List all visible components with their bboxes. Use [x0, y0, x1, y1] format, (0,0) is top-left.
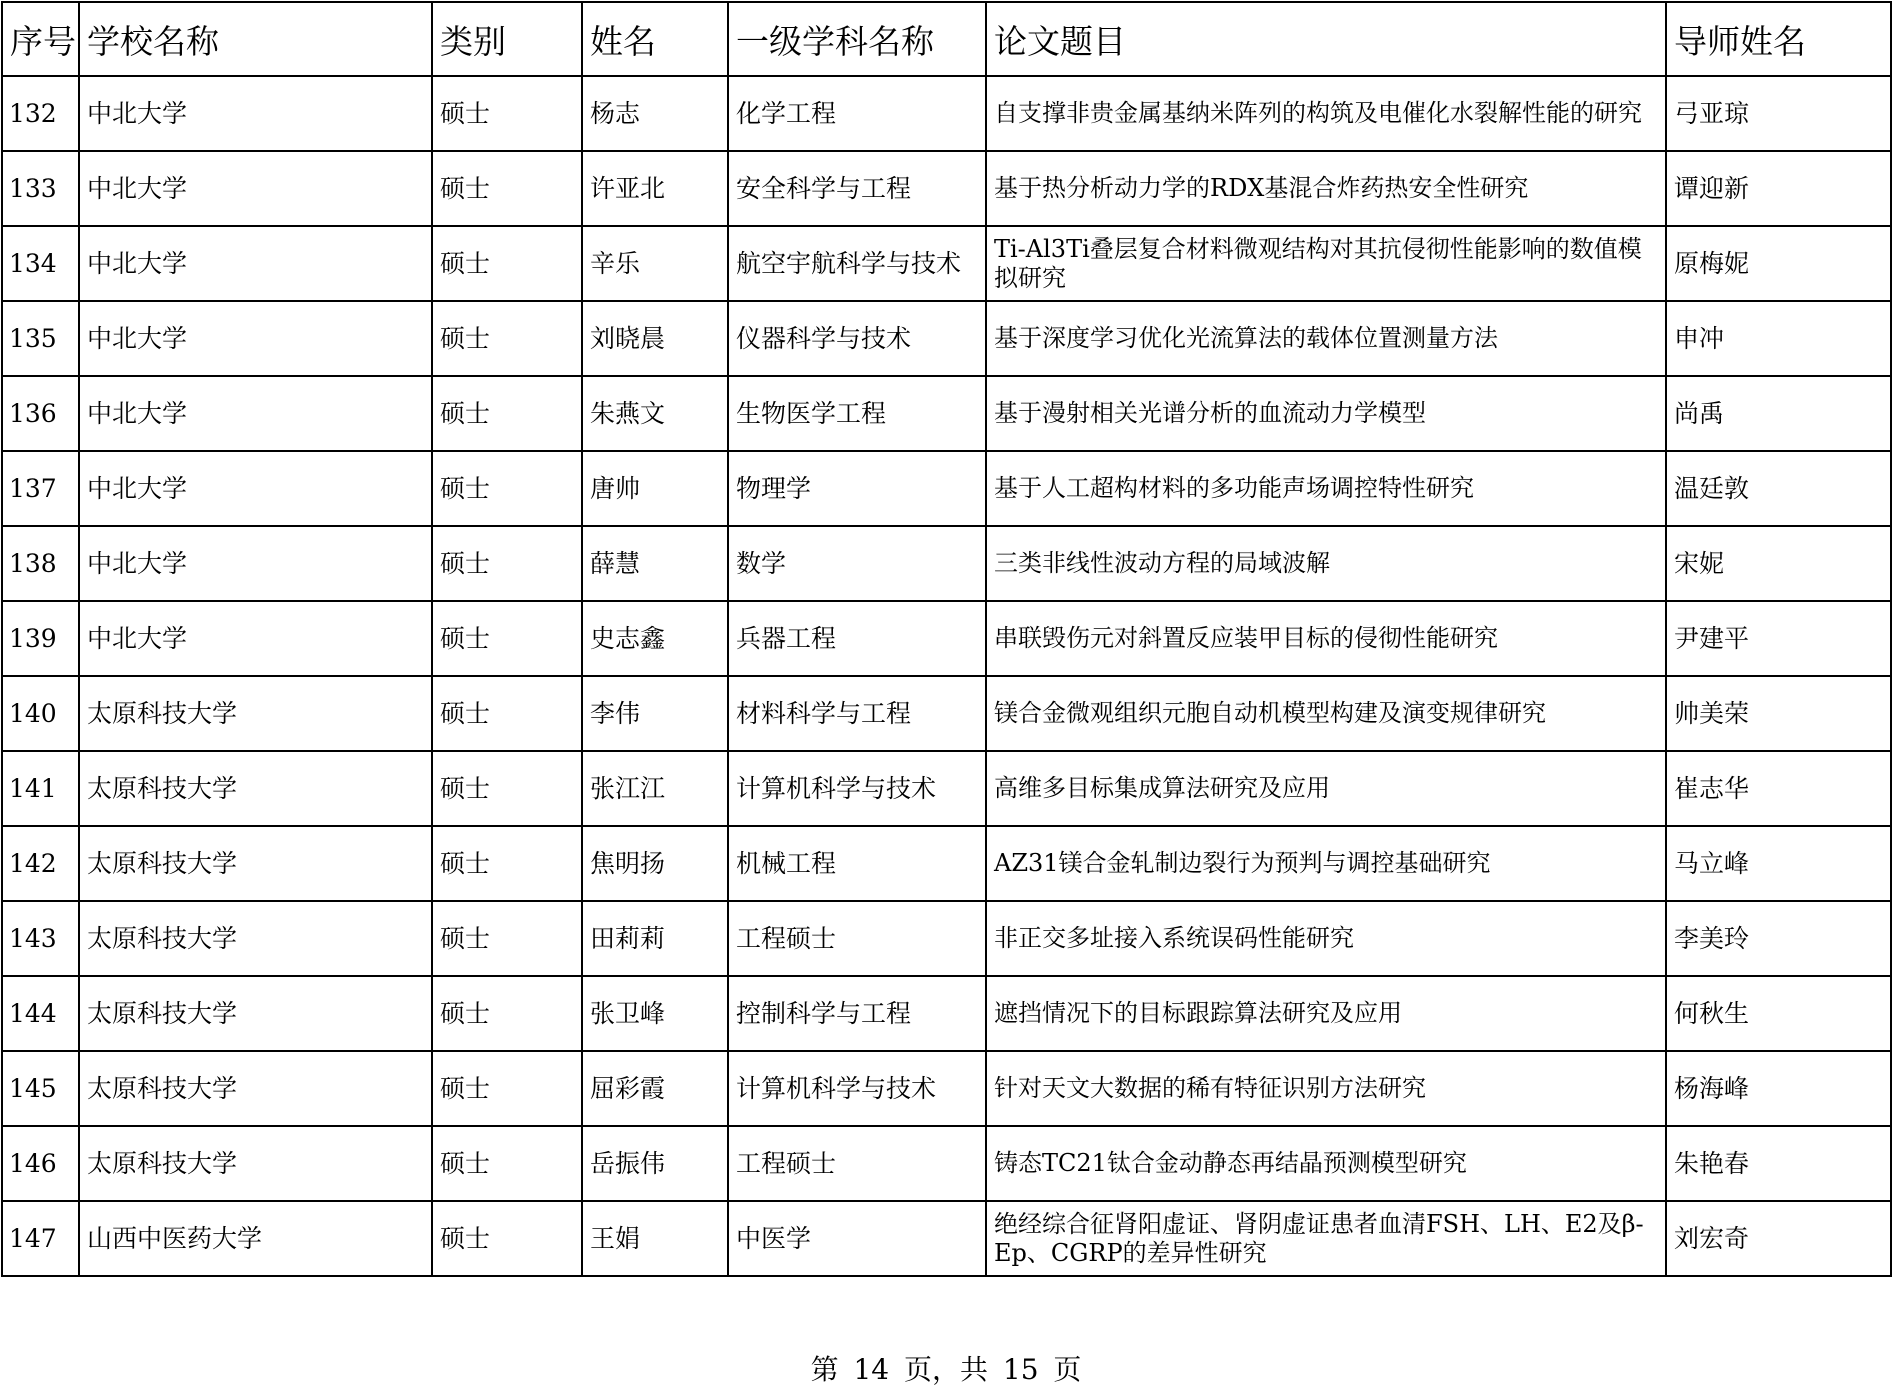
cell-school: 中北大学: [79, 526, 432, 601]
cell-seq: 132: [2, 76, 79, 151]
header-advisor: 导师姓名: [1666, 2, 1891, 76]
cell-school: 中北大学: [79, 451, 432, 526]
cell-discipline: 航空宇航科学与技术: [728, 226, 986, 301]
cell-thesis-title: 串联毁伤元对斜置反应装甲目标的侵彻性能研究: [986, 601, 1666, 676]
cell-name: 屈彩霞: [582, 1051, 728, 1126]
cell-thesis-title: 基于漫射相关光谱分析的血流动力学模型: [986, 376, 1666, 451]
cell-category: 硕士: [432, 226, 582, 301]
cell-advisor: 弓亚琼: [1666, 76, 1891, 151]
table-row: [2, 451, 1891, 526]
cell-category: 硕士: [432, 376, 582, 451]
cell-category: 硕士: [432, 1126, 582, 1201]
table-row: [2, 151, 1891, 226]
cell-thesis-title: 基于深度学习优化光流算法的载体位置测量方法: [986, 301, 1666, 376]
cell-advisor: 宋妮: [1666, 526, 1891, 601]
cell-school: 太原科技大学: [79, 1126, 432, 1201]
cell-category: 硕士: [432, 526, 582, 601]
cell-category: 硕士: [432, 151, 582, 226]
cell-school: 太原科技大学: [79, 751, 432, 826]
cell-advisor: 申冲: [1666, 301, 1891, 376]
table-body: [2, 76, 1891, 1276]
table-row: [2, 376, 1891, 451]
cell-name: 许亚北: [582, 151, 728, 226]
cell-advisor: 马立峰: [1666, 826, 1891, 901]
cell-name: 张江江: [582, 751, 728, 826]
header-name: 姓名: [582, 2, 728, 76]
cell-school: 中北大学: [79, 376, 432, 451]
cell-discipline: 数学: [728, 526, 986, 601]
cell-school: 中北大学: [79, 76, 432, 151]
cell-school: 中北大学: [79, 151, 432, 226]
table-row: [2, 1201, 1891, 1276]
cell-discipline: 工程硕士: [728, 901, 986, 976]
cell-school: 太原科技大学: [79, 901, 432, 976]
header-category: 类别: [432, 2, 582, 76]
table-row: [2, 601, 1891, 676]
cell-category: 硕士: [432, 826, 582, 901]
cell-seq: 142: [2, 826, 79, 901]
cell-discipline: 安全科学与工程: [728, 151, 986, 226]
table-row: [2, 76, 1891, 151]
cell-discipline: 中医学: [728, 1201, 986, 1276]
cell-seq: 143: [2, 901, 79, 976]
cell-thesis-title: Ti-Al3Ti叠层复合材料微观结构对其抗侵彻性能影响的数值模拟研究: [986, 226, 1666, 301]
cell-category: 硕士: [432, 751, 582, 826]
table-row: [2, 826, 1891, 901]
cell-seq: 146: [2, 1126, 79, 1201]
cell-discipline: 控制科学与工程: [728, 976, 986, 1051]
cell-name: 杨志: [582, 76, 728, 151]
cell-advisor: 刘宏奇: [1666, 1201, 1891, 1276]
cell-advisor: 李美玲: [1666, 901, 1891, 976]
header-school: 学校名称: [79, 2, 432, 76]
cell-thesis-title: 铸态TC21钛合金动静态再结晶预测模型研究: [986, 1126, 1666, 1201]
cell-discipline: 机械工程: [728, 826, 986, 901]
cell-seq: 144: [2, 976, 79, 1051]
table-row: [2, 1051, 1891, 1126]
cell-advisor: 谭迎新: [1666, 151, 1891, 226]
cell-seq: 135: [2, 301, 79, 376]
table-row: [2, 901, 1891, 976]
cell-name: 史志鑫: [582, 601, 728, 676]
table-row: [2, 1126, 1891, 1201]
cell-school: 中北大学: [79, 301, 432, 376]
table-row: [2, 301, 1891, 376]
cell-advisor: 尹建平: [1666, 601, 1891, 676]
cell-seq: 136: [2, 376, 79, 451]
cell-school: 中北大学: [79, 601, 432, 676]
cell-seq: 140: [2, 676, 79, 751]
cell-school: 中北大学: [79, 226, 432, 301]
cell-discipline: 计算机科学与技术: [728, 1051, 986, 1126]
cell-category: 硕士: [432, 1051, 582, 1126]
cell-name: 辛乐: [582, 226, 728, 301]
cell-school: 太原科技大学: [79, 976, 432, 1051]
cell-advisor: 温廷敦: [1666, 451, 1891, 526]
cell-name: 唐帅: [582, 451, 728, 526]
cell-seq: 134: [2, 226, 79, 301]
cell-name: 朱燕文: [582, 376, 728, 451]
cell-advisor: 帅美荣: [1666, 676, 1891, 751]
cell-thesis-title: 三类非线性波动方程的局域波解: [986, 526, 1666, 601]
table-row: [2, 976, 1891, 1051]
cell-advisor: 何秋生: [1666, 976, 1891, 1051]
cell-name: 李伟: [582, 676, 728, 751]
table-row: [2, 676, 1891, 751]
cell-advisor: 杨海峰: [1666, 1051, 1891, 1126]
page-number: 第 14 页，共 15 页: [810, 1353, 1082, 1386]
cell-name: 王娟: [582, 1201, 728, 1276]
cell-thesis-title: 基于热分析动力学的RDX基混合炸药热安全性研究: [986, 151, 1666, 226]
cell-category: 硕士: [432, 901, 582, 976]
cell-seq: 138: [2, 526, 79, 601]
cell-category: 硕士: [432, 301, 582, 376]
cell-school: 太原科技大学: [79, 826, 432, 901]
cell-category: 硕士: [432, 1201, 582, 1276]
table-header-row: [2, 2, 1891, 76]
header-thesis-title: 论文题目: [986, 2, 1666, 76]
cell-school: 太原科技大学: [79, 676, 432, 751]
cell-school: 太原科技大学: [79, 1051, 432, 1126]
cell-name: 岳振伟: [582, 1126, 728, 1201]
cell-discipline: 化学工程: [728, 76, 986, 151]
thesis-list-table: [1, 1, 1892, 1277]
cell-name: 田莉莉: [582, 901, 728, 976]
cell-discipline: 兵器工程: [728, 601, 986, 676]
cell-seq: 133: [2, 151, 79, 226]
cell-discipline: 工程硕士: [728, 1126, 986, 1201]
cell-school: 山西中医药大学: [79, 1201, 432, 1276]
cell-advisor: 朱艳春: [1666, 1126, 1891, 1201]
cell-category: 硕士: [432, 676, 582, 751]
cell-discipline: 物理学: [728, 451, 986, 526]
cell-thesis-title: 高维多目标集成算法研究及应用: [986, 751, 1666, 826]
cell-name: 刘晓晨: [582, 301, 728, 376]
cell-thesis-title: 针对天文大数据的稀有特征识别方法研究: [986, 1051, 1666, 1126]
cell-discipline: 材料科学与工程: [728, 676, 986, 751]
cell-seq: 145: [2, 1051, 79, 1126]
cell-discipline: 计算机科学与技术: [728, 751, 986, 826]
cell-name: 薛慧: [582, 526, 728, 601]
table-row: [2, 751, 1891, 826]
cell-name: 张卫峰: [582, 976, 728, 1051]
cell-seq: 137: [2, 451, 79, 526]
cell-seq: 147: [2, 1201, 79, 1276]
table-row: [2, 526, 1891, 601]
cell-thesis-title: 遮挡情况下的目标跟踪算法研究及应用: [986, 976, 1666, 1051]
cell-name: 焦明扬: [582, 826, 728, 901]
cell-category: 硕士: [432, 451, 582, 526]
cell-discipline: 生物医学工程: [728, 376, 986, 451]
header-discipline: 一级学科名称: [728, 2, 986, 76]
cell-thesis-title: 非正交多址接入系统误码性能研究: [986, 901, 1666, 976]
cell-seq: 141: [2, 751, 79, 826]
cell-thesis-title: AZ31镁合金轧制边裂行为预判与调控基础研究: [986, 826, 1666, 901]
cell-category: 硕士: [432, 76, 582, 151]
cell-category: 硕士: [432, 976, 582, 1051]
cell-advisor: 尚禹: [1666, 376, 1891, 451]
cell-seq: 139: [2, 601, 79, 676]
cell-category: 硕士: [432, 601, 582, 676]
cell-thesis-title: 基于人工超构材料的多功能声场调控特性研究: [986, 451, 1666, 526]
cell-advisor: 原梅妮: [1666, 226, 1891, 301]
cell-thesis-title: 绝经综合征肾阳虚证、肾阴虚证患者血清FSH、LH、E2及β-Ep、CGRP的差异性研究: [986, 1201, 1666, 1276]
header-seq: 序号: [2, 2, 79, 76]
cell-advisor: 崔志华: [1666, 751, 1891, 826]
cell-discipline: 仪器科学与技术: [728, 301, 986, 376]
table-row: [2, 226, 1891, 301]
cell-thesis-title: 镁合金微观组织元胞自动机模型构建及演变规律研究: [986, 676, 1666, 751]
cell-thesis-title: 自支撑非贵金属基纳米阵列的构筑及电催化水裂解性能的研究: [986, 76, 1666, 151]
